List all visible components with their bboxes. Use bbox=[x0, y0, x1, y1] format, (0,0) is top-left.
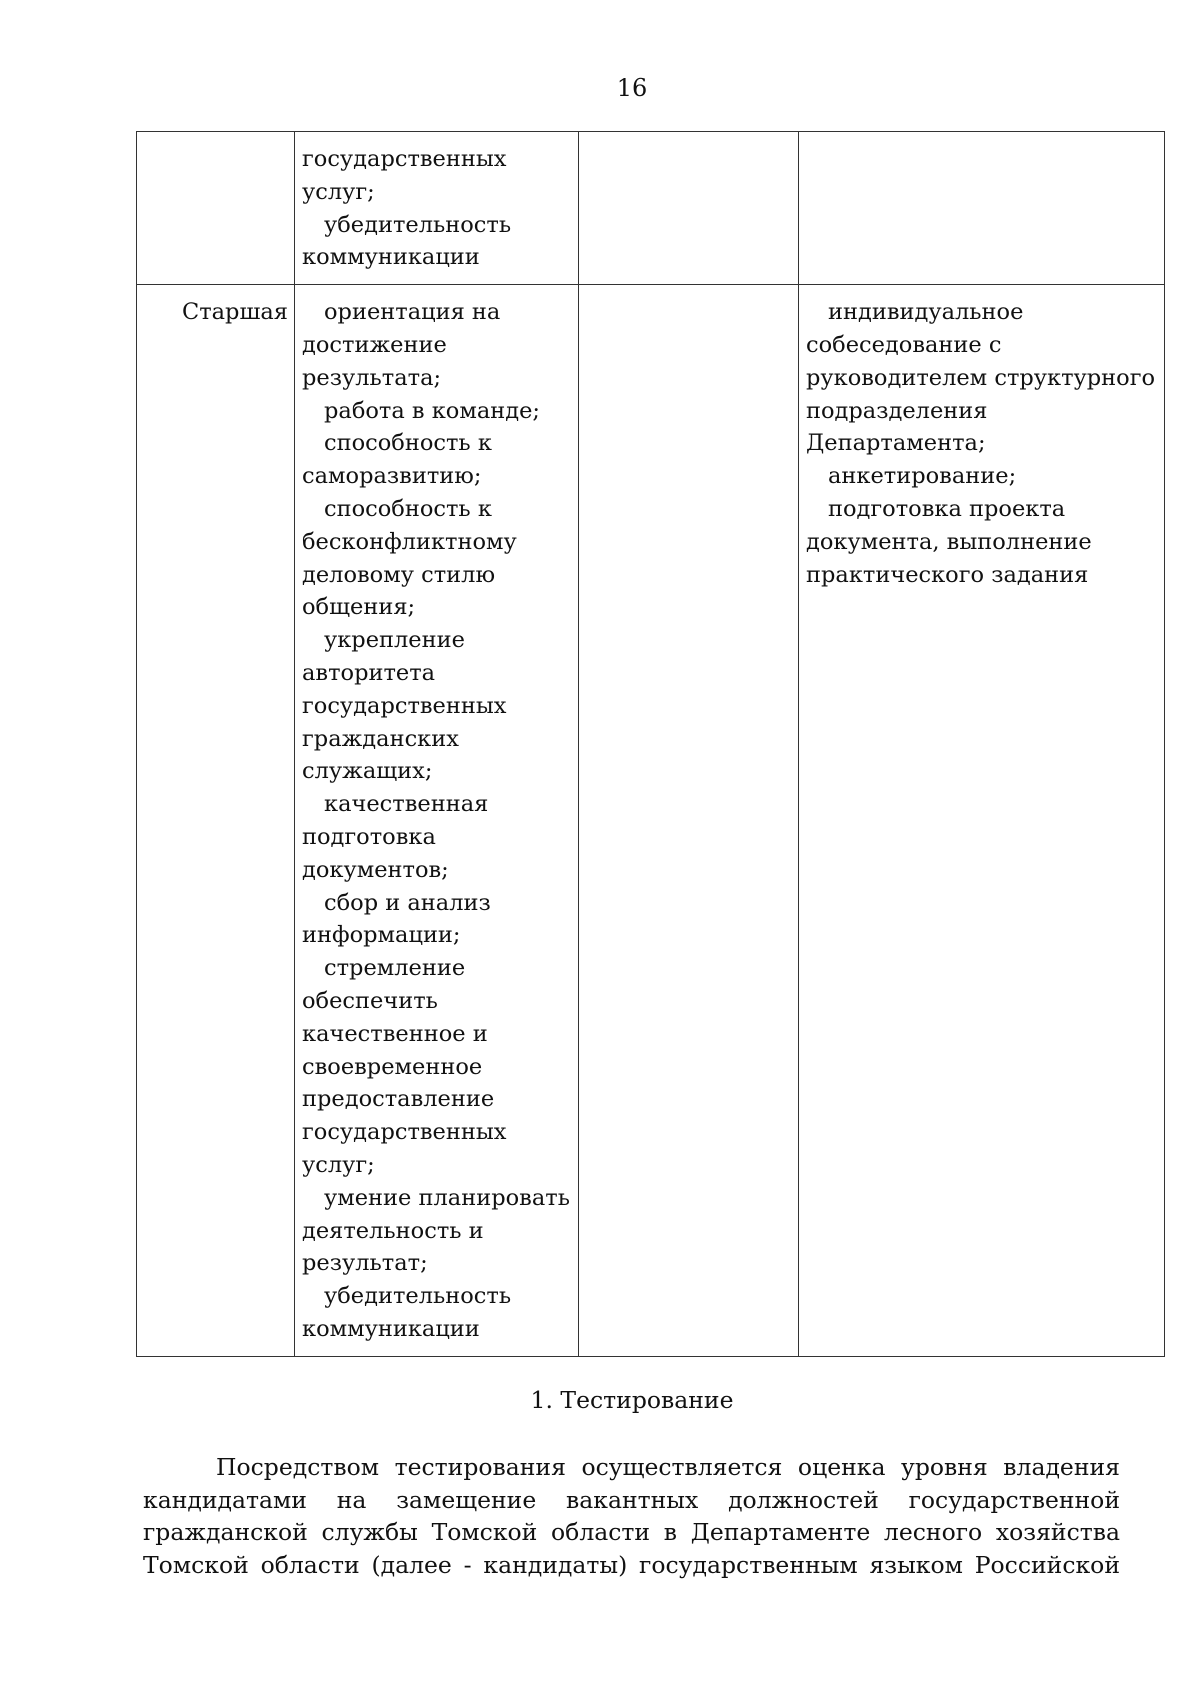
cell-line: ориентация на bbox=[324, 299, 501, 326]
paragraph-line: кандидатами на замещение вакантных должностей государственной bbox=[143, 1485, 1120, 1514]
competency-table-body bbox=[137, 132, 1165, 1357]
cell-line: убедительность bbox=[324, 211, 512, 238]
cell-line: документа, выполнение bbox=[806, 528, 1092, 555]
cell-line: стремление bbox=[324, 955, 466, 982]
cell-line: услуг; bbox=[302, 178, 375, 205]
cell-line: государственных bbox=[302, 1119, 507, 1146]
paragraph-line: Томской области (далее - кандидаты) государственным языком Российской bbox=[143, 1551, 1120, 1580]
cell-line: подготовка проекта bbox=[828, 495, 1066, 522]
body-paragraph bbox=[143, 1451, 1120, 1582]
methods-cell bbox=[799, 132, 1165, 285]
competencies-cell bbox=[295, 285, 579, 1357]
cell-line: саморазвитию; bbox=[302, 463, 482, 490]
empty-cell bbox=[579, 132, 799, 285]
cell-line: результат; bbox=[302, 1250, 428, 1277]
cell-line: обеспечить bbox=[302, 987, 438, 1014]
cell-line: государственных bbox=[302, 146, 507, 172]
cell-line: коммуникации bbox=[302, 1315, 480, 1342]
table-row bbox=[137, 285, 1165, 1357]
cell-line: работа в команде; bbox=[324, 397, 541, 424]
cell-line: коммуникации bbox=[302, 244, 480, 271]
cell-line: практического задания bbox=[806, 561, 1089, 588]
cell-line: достижение bbox=[302, 331, 447, 358]
cell-line: анкетирование; bbox=[828, 463, 1017, 490]
page-number: 16 bbox=[616, 74, 648, 102]
cell-line: деятельность и bbox=[302, 1217, 484, 1244]
cell-line: убедительность bbox=[324, 1283, 512, 1310]
cell-line: государственных bbox=[302, 692, 507, 719]
position-group-cell: Старшая bbox=[137, 285, 295, 1357]
cell-line: подготовка bbox=[302, 823, 436, 850]
cell-line: укрепление bbox=[324, 627, 465, 654]
cell-line: информации; bbox=[302, 922, 461, 949]
cell-line: Департамента; bbox=[806, 430, 986, 457]
methods-cell bbox=[799, 285, 1165, 1357]
cell-line: своевременное bbox=[302, 1053, 483, 1080]
paragraph-line: Посредством тестирования осуществляется оценка уровня владения bbox=[216, 1453, 1120, 1481]
cell-line: способность к bbox=[324, 430, 492, 457]
paragraph-line: гражданской службы Томской области в Департаменте лесного хозяйства bbox=[143, 1518, 1120, 1547]
cell-line: подразделения bbox=[806, 397, 988, 424]
table-row bbox=[137, 132, 1165, 285]
cell-line: служащих; bbox=[302, 758, 433, 785]
cell-line: общения; bbox=[302, 594, 416, 621]
competency-table bbox=[136, 131, 1165, 1357]
cell-line: бесконфликтному bbox=[302, 528, 517, 555]
empty-cell bbox=[579, 285, 799, 1357]
cell-line: собеседование с bbox=[806, 331, 1002, 358]
section-heading: 1. Тестирование bbox=[530, 1386, 734, 1414]
cell-line: услуг; bbox=[302, 1151, 375, 1178]
cell-line: качественное и bbox=[302, 1020, 488, 1047]
cell-line: предоставление bbox=[302, 1086, 495, 1113]
position-group-cell bbox=[137, 132, 295, 285]
cell-line: индивидуальное bbox=[828, 299, 1024, 326]
cell-line: качественная bbox=[324, 791, 489, 818]
competencies-cell bbox=[295, 132, 579, 285]
cell-line: способность к bbox=[324, 495, 492, 522]
cell-line: гражданских bbox=[302, 725, 459, 752]
cell-line: результата; bbox=[302, 364, 442, 391]
cell-line: авторитета bbox=[302, 659, 436, 686]
cell-line: документов; bbox=[302, 856, 449, 883]
cell-line: умение планировать bbox=[324, 1184, 570, 1211]
cell-line: руководителем структурного bbox=[806, 364, 1156, 391]
cell-line: сбор и анализ bbox=[324, 889, 491, 916]
cell-line: деловому стилю bbox=[302, 561, 496, 588]
